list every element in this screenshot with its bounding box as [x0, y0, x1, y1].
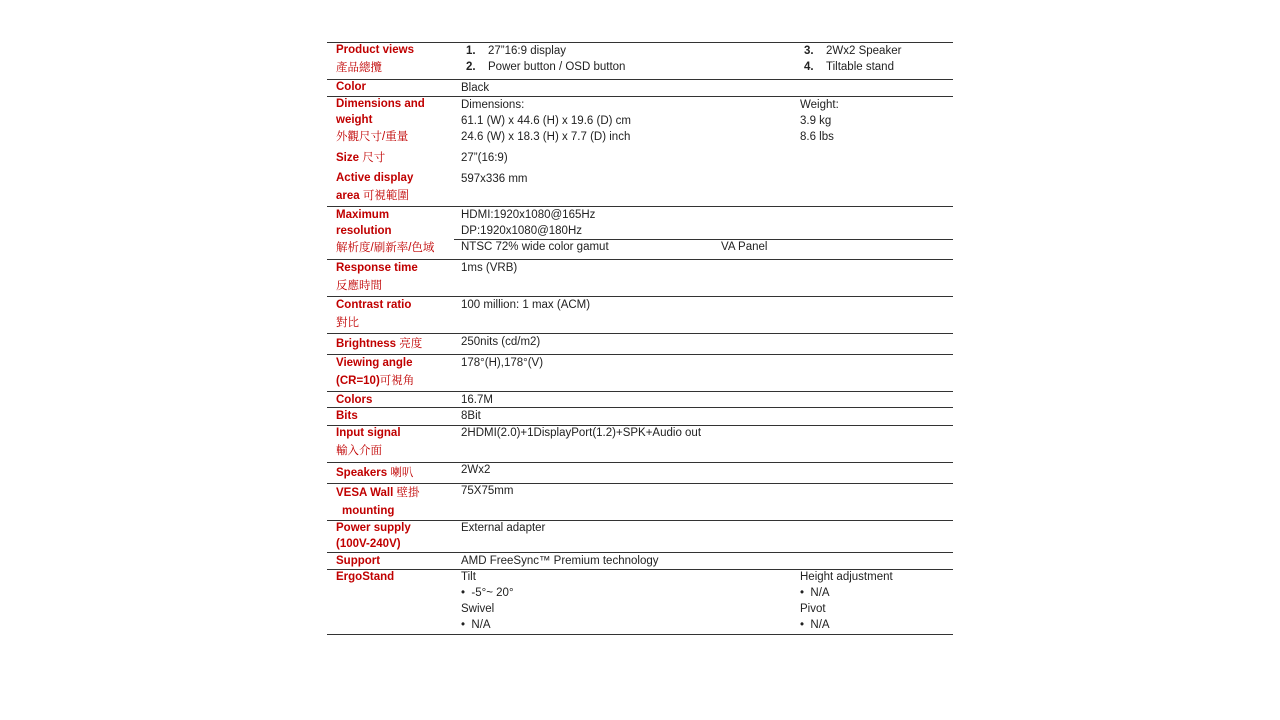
row-label-max-res: Maximum: [336, 209, 390, 221]
value-color: Black: [461, 82, 490, 94]
row-label-dimensions: Dimensions and: [336, 98, 425, 110]
height-value: • N/A: [800, 587, 830, 599]
tilt-value: • -5°~ 20°: [461, 587, 514, 599]
table-rule: [327, 206, 953, 207]
row-label-ergostand: ErgoStand: [336, 571, 395, 583]
row-label-contrast-zh: 對比: [336, 317, 359, 329]
value-power: External adapter: [461, 522, 546, 534]
value-size: 27”(16:9): [461, 152, 508, 164]
value-hdmi: HDMI:1920x1080@165Hz: [461, 209, 596, 221]
pivot-title: Pivot: [800, 603, 826, 615]
row-label-response: Response time: [336, 262, 418, 274]
row-label-bits: Bits: [336, 410, 358, 422]
row-label-response-zh: 反應時間: [336, 280, 382, 292]
list-item: 4. Tiltable stand: [804, 61, 894, 73]
row-label-power: Power supply: [336, 522, 411, 534]
height-title: Height adjustment: [800, 571, 893, 583]
row-label-vesa: VESA Wall 壁掛: [336, 487, 420, 499]
value-contrast: 100 million: 1 max (ACM): [461, 299, 591, 311]
list-item: 3. 2Wx2 Speaker: [804, 45, 902, 57]
list-item: 1. 27”16:9 display: [466, 45, 566, 57]
pivot-value: • N/A: [800, 619, 830, 631]
swivel-title: Swivel: [461, 603, 495, 615]
weight-title: Weight:: [800, 99, 839, 111]
row-label-size: Size 尺寸: [336, 152, 386, 164]
row-label-viewing-2: (CR=10)可視角: [336, 375, 415, 387]
value-input: 2HDMI(2.0)+1DisplayPort(1.2)+SPK+Audio out: [461, 427, 702, 439]
table-rule: [327, 634, 953, 635]
row-label-power-2: (100V-240V): [336, 538, 401, 550]
row-label-weight: weight: [336, 114, 373, 126]
row-label-support: Support: [336, 555, 381, 567]
table-rule: [327, 296, 953, 297]
table-rule: [327, 259, 953, 260]
value-dp: DP:1920x1080@180Hz: [461, 225, 583, 237]
tilt-title: Tilt: [461, 571, 476, 583]
table-rule: [327, 391, 953, 392]
row-label-dimensions-zh: 外觀尺寸/重量: [336, 131, 409, 143]
row-label-viewing: Viewing angle: [336, 357, 413, 369]
row-label-contrast: Contrast ratio: [336, 299, 412, 311]
row-label: Product views: [336, 44, 414, 56]
row-label-vesa-2: mounting: [342, 505, 395, 517]
value-vesa: 75X75mm: [461, 485, 514, 497]
list-item: 2. Power button / OSD button: [466, 61, 626, 73]
value-response: 1ms (VRB): [461, 262, 518, 274]
row-label-max-res-zh: 解析度/刷新率/色域: [336, 242, 435, 254]
row-label-zh: 產品總攬: [336, 62, 382, 74]
value-panel: VA Panel: [721, 241, 768, 253]
row-label-max-res-2: resolution: [336, 225, 392, 237]
table-rule: [327, 520, 953, 521]
weight-kg: 3.9 kg: [800, 115, 832, 127]
row-label-input: Input signal: [336, 427, 401, 439]
table-rule: [327, 79, 953, 80]
swivel-value: • N/A: [461, 619, 491, 631]
value-brightness: 250nits (cd/m2): [461, 336, 541, 348]
table-rule: [327, 462, 953, 463]
row-label-brightness: Brightness 亮度: [336, 338, 423, 350]
table-rule: [327, 333, 953, 334]
value-speakers: 2Wx2: [461, 464, 491, 476]
value-support: AMD FreeSync™ Premium technology: [461, 555, 659, 567]
value-colors: 16.7M: [461, 394, 493, 406]
row-label-colors: Colors: [336, 394, 373, 406]
table-rule: [327, 407, 953, 408]
dimensions-inch: 24.6 (W) x 18.3 (H) x 7.7 (D) inch: [461, 131, 631, 143]
row-label-active-area: Active display: [336, 172, 414, 184]
row-label-speakers: Speakers 喇叭: [336, 467, 414, 479]
value-gamut: NTSC 72% wide color gamut: [461, 241, 609, 253]
table-rule: [327, 483, 953, 484]
row-label-color: Color: [336, 81, 367, 93]
value-viewing: 178°(H),178°(V): [461, 357, 544, 369]
dimensions-cm: 61.1 (W) x 44.6 (H) x 19.6 (D) cm: [461, 115, 631, 127]
value-active-area: 597x336 mm: [461, 173, 528, 185]
row-label-input-zh: 輸入介面: [336, 445, 382, 457]
dimensions-title: Dimensions:: [461, 99, 525, 111]
table-rule: [327, 354, 953, 355]
row-label-active-area-2: area 可視範圍: [336, 190, 409, 202]
weight-lbs: 8.6 lbs: [800, 131, 834, 143]
value-bits: 8Bit: [461, 410, 481, 422]
